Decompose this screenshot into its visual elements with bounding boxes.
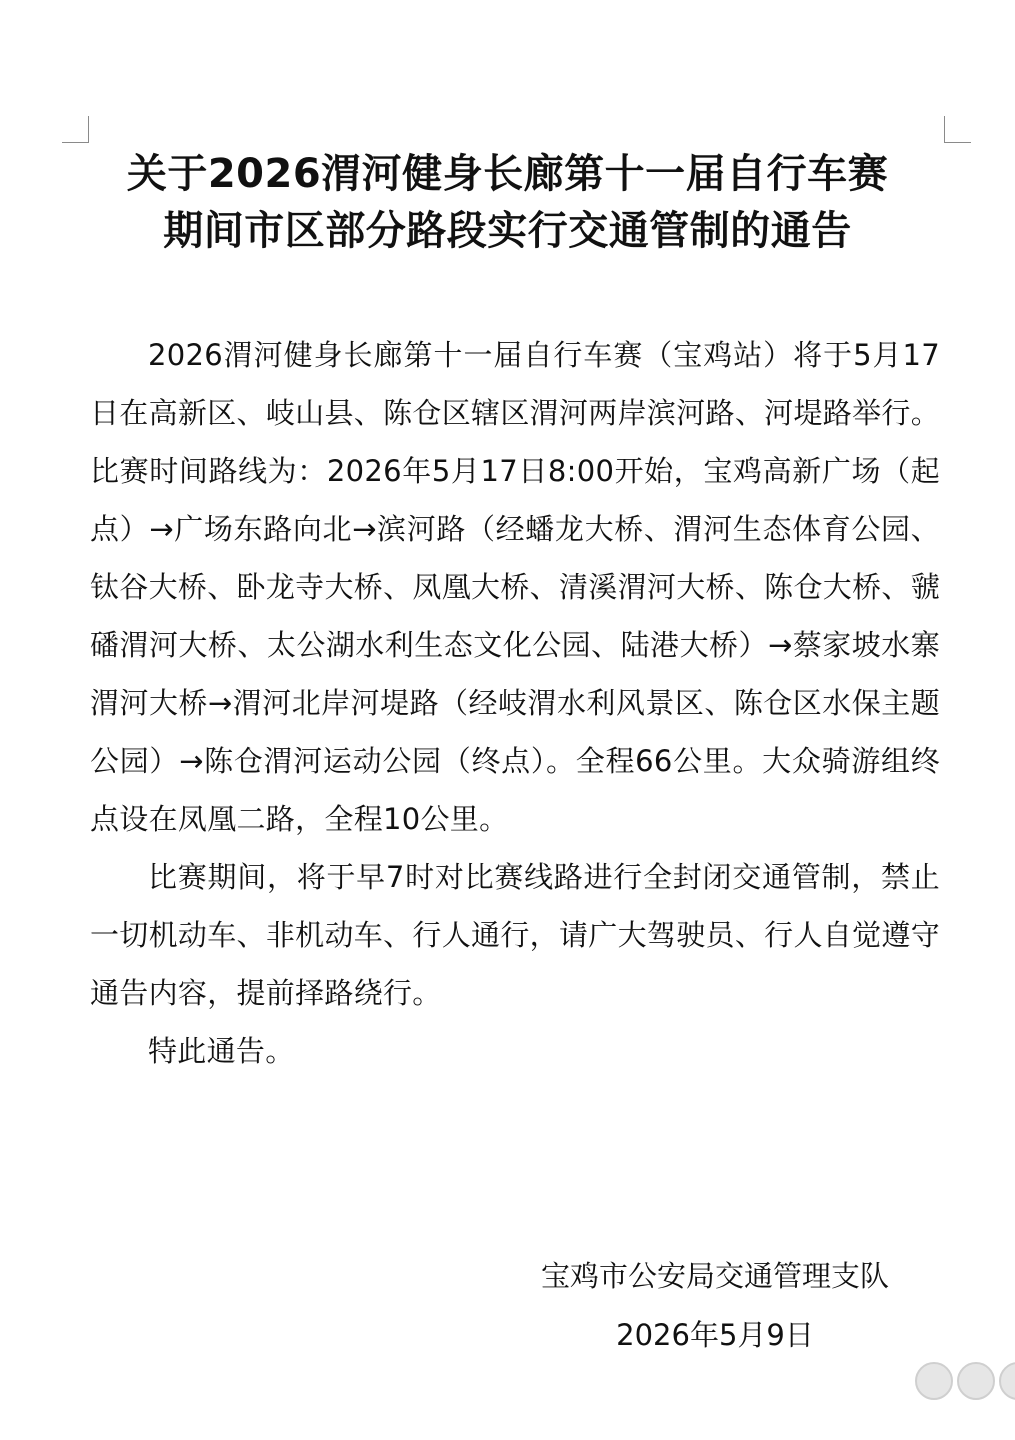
notice-title <box>60 146 955 260</box>
notice-body <box>90 326 940 1080</box>
crop-mark-top-right <box>944 116 971 143</box>
paragraph-route: 2026渭河健身长廊第十一届自行车赛（宝鸡站）将于5月17日在高新区、岐山县、陈仓区辖区渭河两岸滨河路、河堤路举行。比赛时间路线为：2026年5月17日8:00开始，宝鸡高新广场（起点）→广场东路向北→滨河路（经蟠龙大桥、渭河生态体育公园、钛谷大桥、卧龙寺大桥、凤凰大桥、清溪渭河大桥、陈仓大桥、虢磻渭河大桥、太公湖水利生态文化公园、陆港大桥）→蔡家坡水寨渭河大桥→渭河北岸河堤路（经岐渭水利风景区、陈仓区水保主题公园）→陈仓渭河运动公园（终点）。全程66公里。大众骑游组终点设在凤凰二路，全程10公里。 <box>90 338 940 836</box>
signature-date: 2026年5月9日 <box>616 1318 814 1352</box>
title-line-1: 关于2026渭河健身长廊第十一届自行车赛 <box>126 151 889 197</box>
crop-mark-top-left <box>62 116 89 143</box>
watermark-badge <box>915 1362 1015 1400</box>
title-line-2: 期间市区部分路段实行交通管制的通告 <box>163 208 852 254</box>
signature-organization: 宝鸡市公安局交通管理支队 <box>540 1259 889 1293</box>
paragraph-closing: 特此通告。 <box>148 1034 295 1068</box>
paragraph-control: 比赛期间，将于早7时对比赛线路进行全封闭交通管制，禁止一切机动车、非机动车、行人通行，请广大驾驶员、行人自觉遵守通告内容，提前择路绕行。 <box>90 860 940 1010</box>
